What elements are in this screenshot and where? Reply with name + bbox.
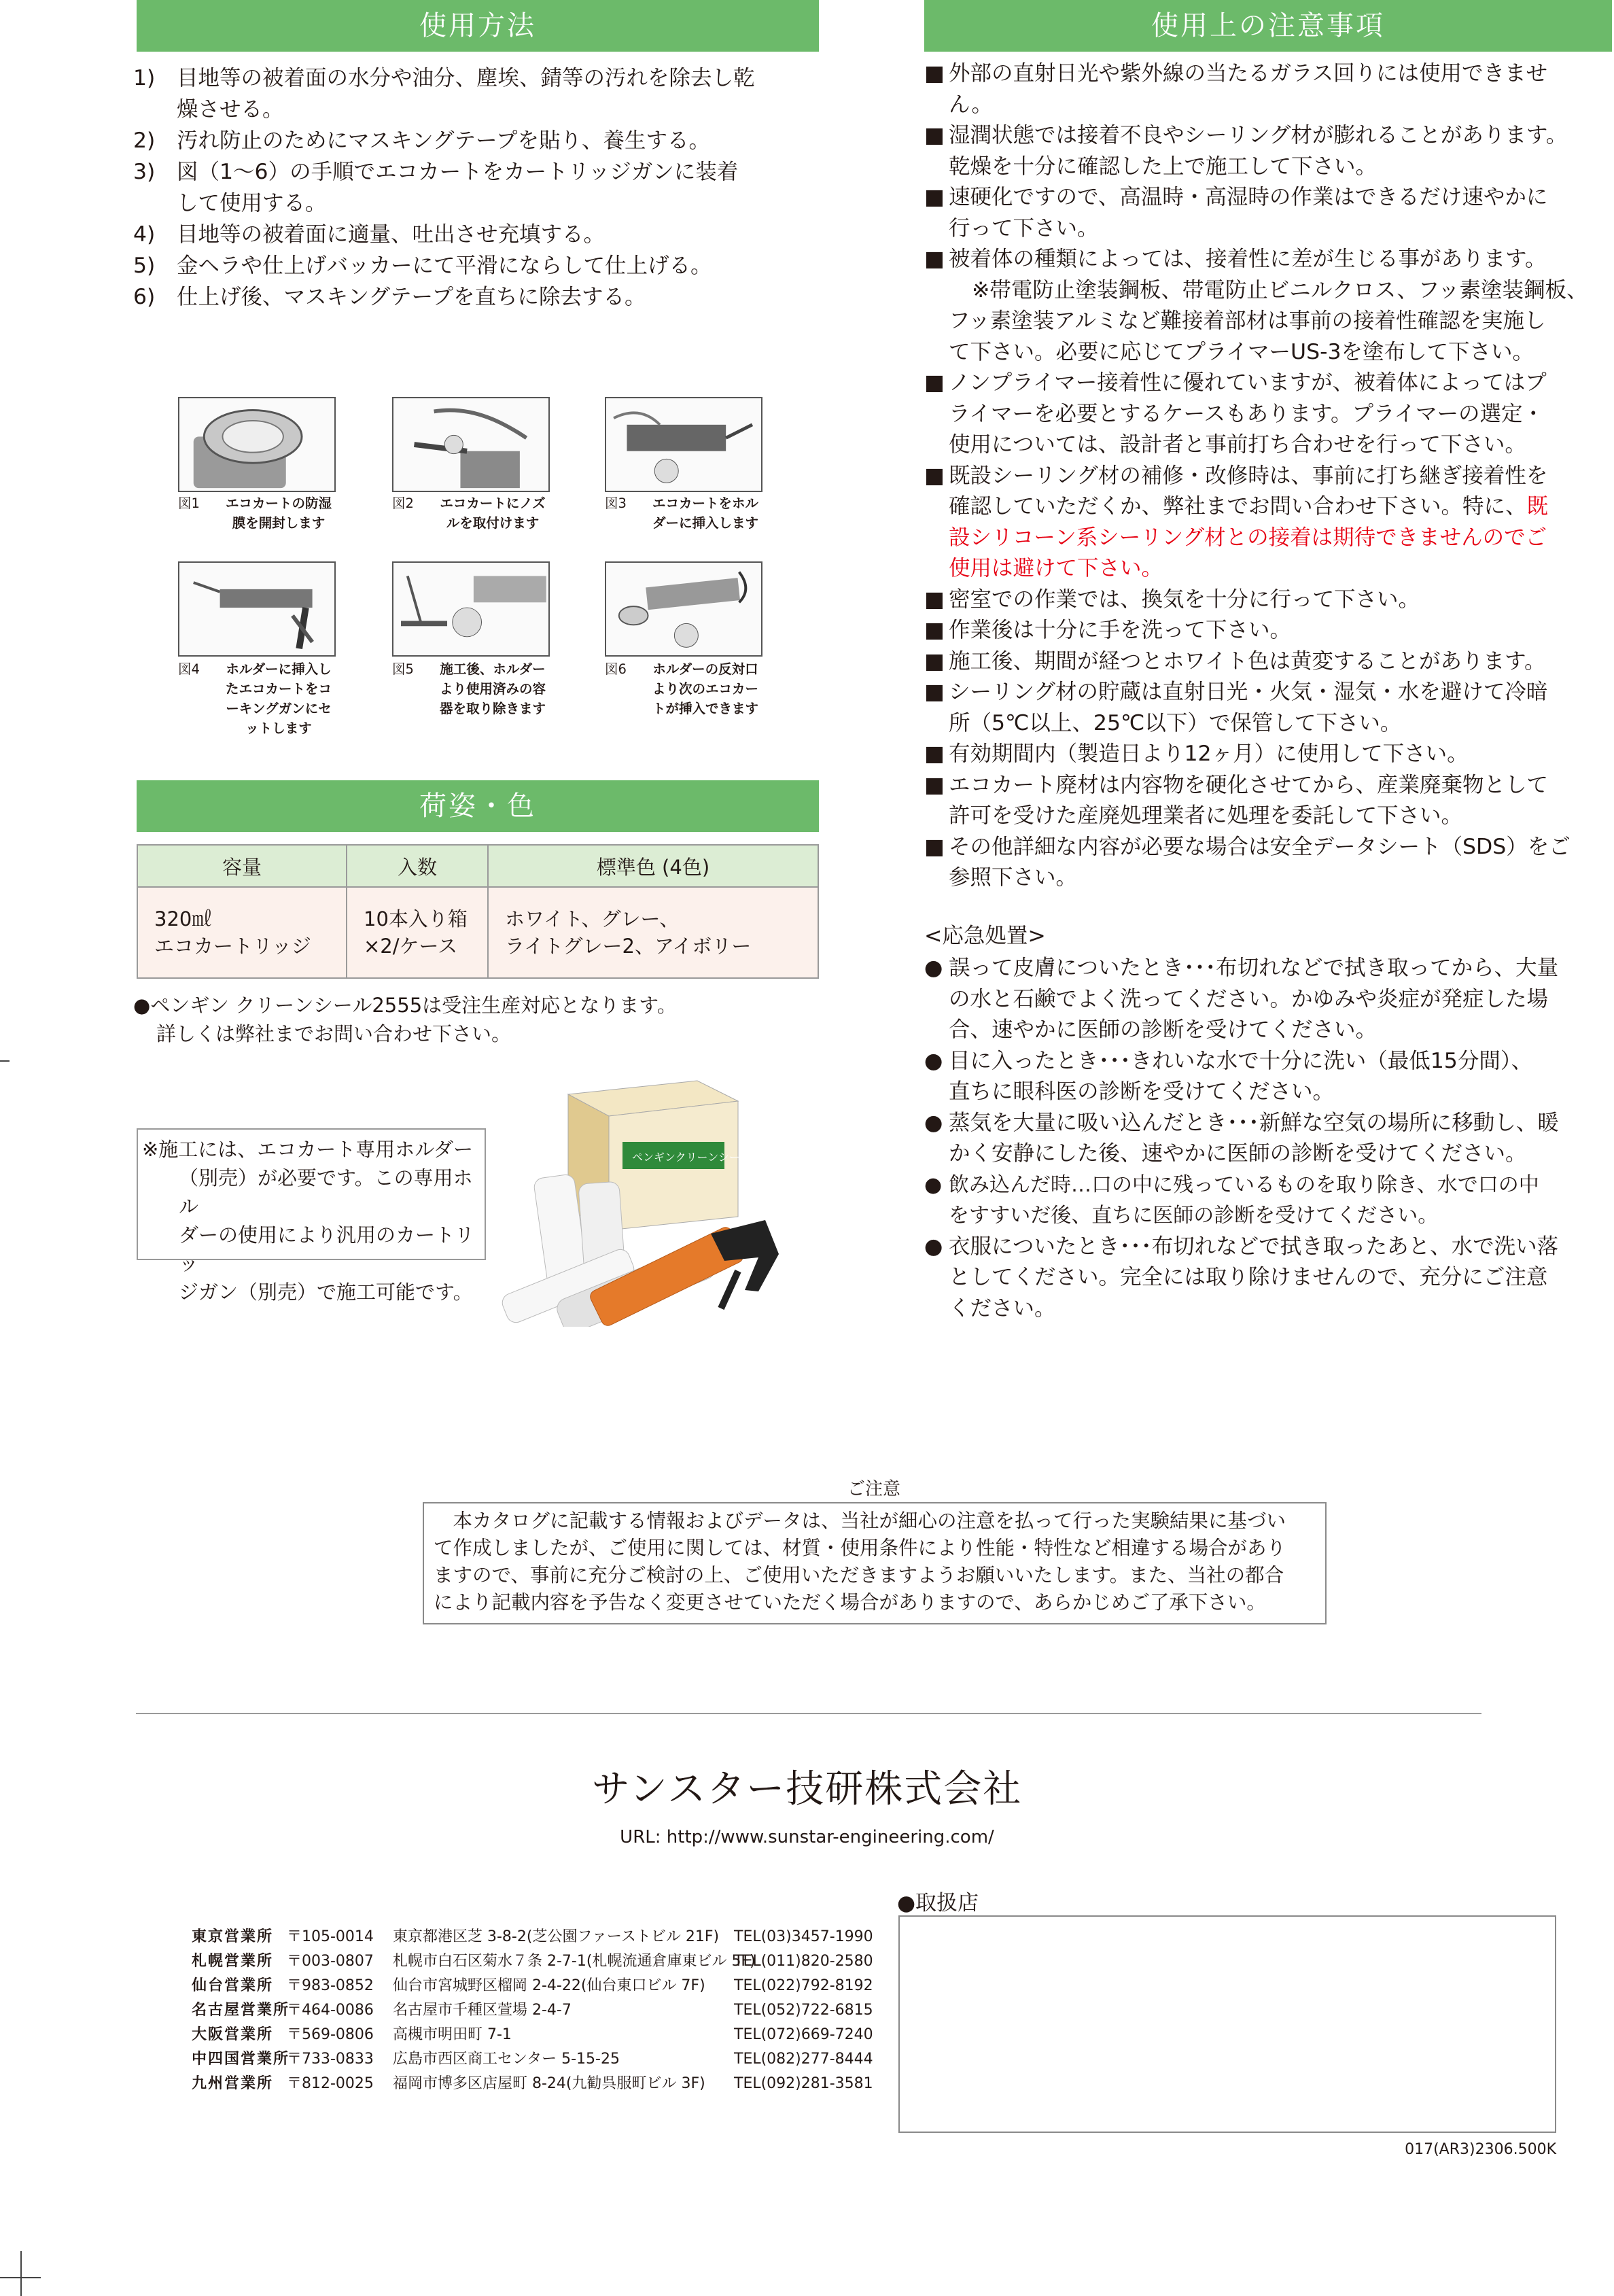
office-row: 札幌営業所 〒003-0807 札幌市白石区菊水７条 2-7-1(札幌流通倉庫東ビル 5F) TEL(011)820-2580 bbox=[192, 1953, 873, 1970]
company-name: サンスター技研株式会社 bbox=[591, 1767, 1023, 1811]
box-label: ペンギンクリーンシール bbox=[632, 1151, 751, 1164]
usage-step: 6) 仕上げ後、マスキングテープを直ちに除去する。 bbox=[133, 285, 646, 309]
usage-step: 4) 目地等の被着面に適量、吐出させ充填する。 bbox=[133, 222, 606, 247]
caution-item: ■ 密室での作業では、換気を十分に行って下さい。 bbox=[924, 587, 1420, 612]
emergency-item: ● 誤って皮膚についたとき･･･布切れなどで拭き取ってから、大量 の水と石鹸でよく洗ってください。かゆみや炎症が発症した場 合、速やかに医師の診断を受けてください。 bbox=[924, 956, 1559, 1042]
caution-item: ■ 速硬化ですので、高温時・高湿時の作業はできるだけ速やかに 行って下さい。 bbox=[924, 185, 1548, 241]
usage-step: 1) 目地等の被着面の水分や油分、塵埃、錆等の汚れを除去し乾 燥させる。 bbox=[133, 66, 755, 122]
office-row: 中四国営業所 〒733-0833 広島市西区商工センター 5-15-25 TEL(082)277-8444 bbox=[192, 2051, 873, 2068]
office-row: 名古屋営業所 〒464-0086 名古屋市千種区萱場 2-4-7 TEL(052)722-6815 bbox=[192, 2002, 873, 2019]
office-row: 九州営業所 〒812-0025 福岡市博多区店屋町 8-24(九勧呉服町ビル 3F) TEL(092)281-3581 bbox=[192, 2075, 873, 2092]
holder-note: ※施工には、エコカート専用ホルダー （別売）が必要です。この専用ホル ダーの使用により汎用のカートリッ ジガン（別売）で施工可能です。 bbox=[137, 1128, 486, 1260]
emergency-item: ● 蒸気を大量に吸い込んだとき･･･新鮮な空気の場所に移動し、暖 かく安静にした後、速やかに医師の診断を受けてください。 bbox=[924, 1110, 1559, 1166]
usage-step: 2) 汚れ防止のためにマスキングテープを貼り、養生する。 bbox=[133, 128, 710, 153]
caution-item: ■ その他詳細な内容が必要な場合は安全データシート（SDS）をご 参照下さい。 bbox=[924, 834, 1571, 890]
office-row: 東京営業所 〒105-0014 東京都港区芝 3-8-2(芝公園ファーストビル 21F) TEL(03)3457-1990 bbox=[192, 1928, 873, 1945]
divider bbox=[136, 1713, 1481, 1714]
caution-item: ■ ノンプライマー接着性に優れていますが、被着体によってはプ ライマーを必要とするケースもあります。プライマーの選定・ 使用については、設計者と事前打ち合わせを行って下さい。 bbox=[924, 370, 1547, 457]
usage-step: 5) 金ヘラや仕上げバッカーにて平滑にならして仕上げる。 bbox=[133, 254, 712, 278]
notice-title: ご注意 bbox=[847, 1479, 900, 1499]
figure-caption: 図4 ホルダーに挿入し たエコカートをコ ーキングガンにセ ットします bbox=[178, 661, 332, 736]
holder-insert-icon bbox=[605, 397, 762, 492]
figure-caption: 図6 ホルダーの反対口 より次のエコカー トが挿入できます bbox=[605, 661, 758, 716]
caution-item: ■ 施工後、期間が経つとホワイト色は黄変することがあります。 bbox=[924, 648, 1546, 674]
column-header: 容量 bbox=[137, 845, 347, 887]
emergency-item: ● 目に入ったとき･･･きれいな水で十分に洗い（最低15分間）、 直ちに眼科医の診断を受けてください。 bbox=[924, 1048, 1533, 1104]
column-header: 標準色 (4色) bbox=[488, 845, 818, 887]
caution-item: ■ 湿潤状態では接着不良やシーリング材が膨れることがあります。 乾燥を十分に確認した上で施工して下さい。 bbox=[924, 123, 1568, 179]
emergency-item: ● 飲み込んだ時…口の中に残っているものを取り除き、水で口の中 をすすいだ後、直ちに医師の診断を受けてください。 bbox=[924, 1172, 1539, 1228]
figure-caption: 図3 エコカートをホル ダーに挿入します bbox=[605, 495, 758, 531]
warning-text: 既 bbox=[1526, 494, 1549, 519]
caulking-gun-icon bbox=[178, 561, 336, 657]
column-header: 入数 bbox=[347, 845, 488, 887]
usage-steps bbox=[133, 63, 820, 313]
table-row bbox=[137, 887, 818, 978]
caution-item: ■ 被着体の種類によっては、接着性に差が生じる事があります。 ※帯電防止塗装鋼板、帯電防止ビニルクロス、フッ素塗装鋼板、 フッ素塗装アルミなど難接着部材は事前の接着性確認を実施し て下さい。必要に応じてプライマーUS-3を塗布して下さい。 bbox=[924, 247, 1588, 364]
nozzle-attach-icon bbox=[392, 397, 550, 492]
company-url: URL: http://www.sunstar-engineering.com/ bbox=[620, 1827, 994, 1847]
caution-item: ■ 外部の直射日光や紫外線の当たるガラス回りには使用できませ ん。 bbox=[924, 61, 1548, 117]
colors-cell: ホワイト、グレー、 ライトグレー2、アイボリー bbox=[488, 887, 818, 978]
product-photo bbox=[487, 1074, 826, 1327]
next-cartridge-icon bbox=[605, 561, 762, 657]
notice-box: 本カタログに記載する情報およびデータは、当社が細心の注意を払って行った実験結果に基づい て作成しましたが、ご使用に関しては、材質・使用条件により性能・特性など相違する場合があり ますので、事前に充分ご検討の上、ご使用いただきますようお願いいたします。また、当社の都合 により記載内容を予告なく変更させていただく場合がありますので、あらかじめご了承下さい。 bbox=[423, 1502, 1327, 1624]
caution-item: ■ 既設シーリング材の補修・改修時は、事前に打ち継ぎ接着性を 確認していただくか、弊社までお問い合わせ下さい。特に、既 設シリコーン系シーリング材との接着は期待できませんのでご 使用は避けて下さい。 bbox=[924, 461, 1612, 585]
dealer-label: ●取扱店 bbox=[897, 1891, 979, 1915]
usage-header: 使用方法 bbox=[137, 0, 819, 52]
caution-item: ■ シーリング材の貯蔵は直射日光・火気・湿気・水を避けて冷暗 所（5℃以上、25℃以下）で保管して下さい。 bbox=[924, 680, 1548, 735]
office-list bbox=[192, 1925, 905, 2096]
emergency-item: ● 衣服についたとき･･･布切れなどで拭き取ったあと、水で洗い落 としてください。完全には取り除けませんので、充分にご注意 ください。 bbox=[924, 1234, 1559, 1321]
package-table bbox=[137, 844, 819, 979]
crop-mark bbox=[20, 2251, 22, 2296]
warning-text: 使用は避けて下さい。 bbox=[949, 556, 1163, 580]
table-header-row bbox=[137, 845, 818, 887]
dealer-stamp-box bbox=[898, 1915, 1556, 2133]
quantity-cell: 10本入り箱 ×2/ケース bbox=[347, 887, 488, 978]
crop-mark bbox=[0, 1060, 10, 1062]
caution-item: ■ 作業後は十分に手を洗って下さい。 bbox=[924, 618, 1292, 642]
usage-step: 3) 図（1～6）の手順でエコカートをカートリッジガンに装着 して使用する。 bbox=[133, 160, 739, 215]
office-row: 仙台営業所 〒983-0852 仙台市宮城野区榴岡 2-4-22(仙台東口ビル 7F) TEL(022)792-8192 bbox=[192, 1977, 873, 1994]
cautions-list bbox=[924, 58, 1612, 1324]
remove-container-icon bbox=[392, 561, 550, 657]
caution-item: ■ エコカート廃材は内容物を硬化させてから、産業廃棄物として 許可を受けた産廃処理業者に処理を委託して下さい。 bbox=[924, 772, 1549, 828]
capacity-cell: 320㎖ エコカートリッジ bbox=[137, 887, 347, 978]
figure-caption: 図1 エコカートの防湿 膜を開封します bbox=[178, 495, 332, 531]
package-header: 荷姿・色 bbox=[137, 780, 819, 832]
catalog-code: 017(AR3)2306.500K bbox=[1405, 2141, 1556, 2158]
caution-item: ■ 有効期間内（製造日より12ヶ月）に使用して下さい。 bbox=[924, 742, 1469, 766]
package-note: ●ペンギン クリーンシール2555は受注生産対応となります。 詳しくは弊社までお問い合わせ下さい。 bbox=[133, 994, 677, 1045]
warning-text: 設シリコーン系シーリング材との接着は期待できませんのでご bbox=[949, 525, 1547, 550]
figure-caption: 図2 エコカートにノズ ルを取付けます bbox=[392, 495, 546, 531]
office-row: 大阪営業所 〒569-0806 高槻市明田町 7-1 TEL(072)669-7240 bbox=[192, 2026, 873, 2043]
cartridge-open-icon bbox=[178, 397, 336, 492]
figure-caption: 図5 施工後、ホルダー より使用済みの容 器を取り除きます bbox=[392, 661, 546, 716]
emergency-heading: <応急処置> bbox=[924, 923, 1046, 948]
cautions-header: 使用上の注意事項 bbox=[924, 0, 1612, 52]
